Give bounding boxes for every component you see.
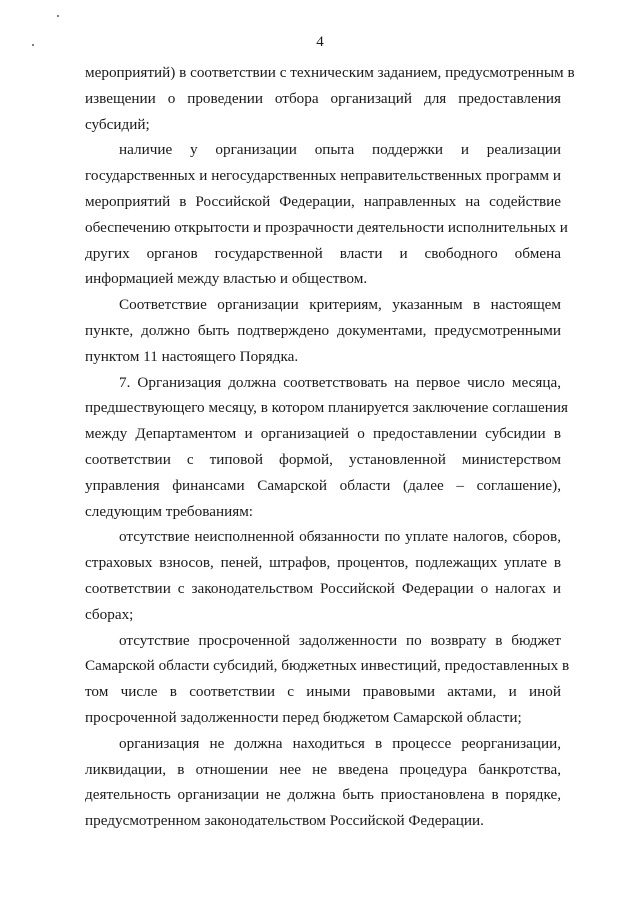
text-line: Соответствие организации критериям, указанным в настоящем	[119, 296, 561, 314]
text-line: государственных и негосударственных неправительственных программ и	[85, 167, 561, 185]
text-line: управления финансами Самарской области (далее – соглашение),	[85, 476, 561, 494]
text-line: соответствии с типовой формой, установленной министерством	[85, 450, 561, 468]
text-line: пунктом 11 настоящего Порядка.	[85, 347, 299, 365]
scan-speck	[57, 15, 59, 17]
page-number: 4	[316, 34, 324, 50]
text-line: извещении о проведении отбора организаций для предоставления	[85, 89, 561, 107]
text-line: пункте, должно быть подтверждено документами, предусмотренными	[85, 321, 561, 339]
text-line: сборах;	[85, 605, 134, 623]
text-line: обеспечению открытости и прозрачности деятельности исполнительных и	[85, 218, 568, 236]
text-line: соответствии с законодательством Российской Федерации о налогах и	[85, 579, 561, 597]
text-line: организация не должна находиться в процессе реорганизации,	[119, 734, 561, 752]
text-line: отсутствие неисполненной обязанности по уплате налогов, сборов,	[119, 528, 561, 546]
document-body	[85, 60, 575, 834]
text-line: том числе в соответствии с иными правовыми актами, и иной	[85, 683, 561, 701]
text-line: Самарской области субсидий, бюджетных инвестиций, предоставленных в	[85, 657, 570, 675]
text-line: субсидий;	[85, 115, 150, 133]
text-line: мероприятий в Российской Федерации, направленных на содействие	[85, 192, 561, 210]
text-line: отсутствие просроченной задолженности по возврату в бюджет	[119, 631, 561, 649]
text-line: ликвидации, в отношении нее не введена процедура банкротства,	[85, 760, 561, 778]
text-line: просроченной задолженности перед бюджетом Самарской области;	[85, 708, 522, 726]
text-line: деятельность организации не должна быть приостановлена в порядке,	[85, 786, 561, 804]
text-line: между Департаментом и организацией о предоставлении субсидии в	[85, 425, 561, 443]
text-line: следующим требованиям:	[85, 502, 254, 520]
text-line: наличие у организации опыта поддержки и реализации	[119, 141, 561, 159]
text-line: страховых взносов, пеней, штрафов, процентов, подлежащих уплате в	[85, 554, 561, 572]
text-line: мероприятий) в соответствии с техническим заданием, предусмотренным в	[85, 64, 575, 81]
text-line: других органов государственной власти и свободного обмена	[85, 244, 561, 262]
text-line: предшествующего месяцу, в котором планируется заключение соглашения	[85, 399, 569, 417]
text-line: предусмотренном законодательством Российской Федерации.	[85, 812, 484, 830]
text-line: 7. Организация должна соответствовать на первое число месяца,	[119, 373, 561, 391]
text-line: информацией между властью и обществом.	[85, 270, 368, 288]
